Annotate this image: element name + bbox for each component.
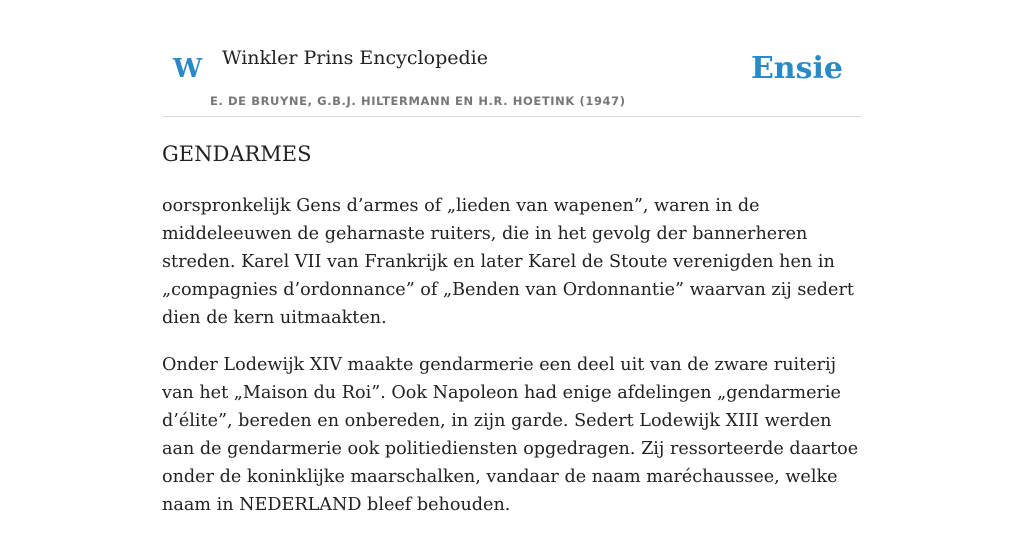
ensie-logo[interactable]: Ensie bbox=[750, 51, 843, 86]
source-title: Winkler Prins Encyclopedie bbox=[222, 47, 488, 69]
article-paragraph: Onder Lodewijk XIV maakte gendarmerie een deel uit van de zware ruiterij van het „Maison du Roi”. Ook Napoleon had enige afdelingen „gendarmerie d’élite”, bereden en onbereden, in zijn garde. Sedert Lodewijk XIII werden aan de gendarmerie ook politiediensten opgedragen. Zij ressorteerde daartoe onder de koninklijke maarschalken, vandaar de naam maréchaussee, welke naam in NEDERLAND bleef behouden. bbox=[162, 355, 859, 515]
article-header bbox=[162, 0, 862, 117]
article-card bbox=[162, 0, 862, 515]
article-paragraph: oorspronkelijk Gens d’armes of „lieden van wapenen”, waren in de middeleeuwen de geharnaste ruiters, die in het gevolg der bannerheren streden. Karel VII van Frankrijk en later Karel de Stoute verenigden hen in „compagnies d’ordonnance” of „Benden van Ordonnantie” waarvan zij sedert dien de kern uitmaakten. bbox=[162, 196, 854, 328]
source-authors: E. DE BRUYNE, G.B.J. HILTERMANN EN H.R. HOETINK (1947) bbox=[210, 94, 626, 108]
article-body bbox=[162, 192, 862, 538]
article-headword: GENDARMES bbox=[162, 142, 312, 166]
encyclopedia-w-logo-icon: W bbox=[173, 54, 203, 84]
